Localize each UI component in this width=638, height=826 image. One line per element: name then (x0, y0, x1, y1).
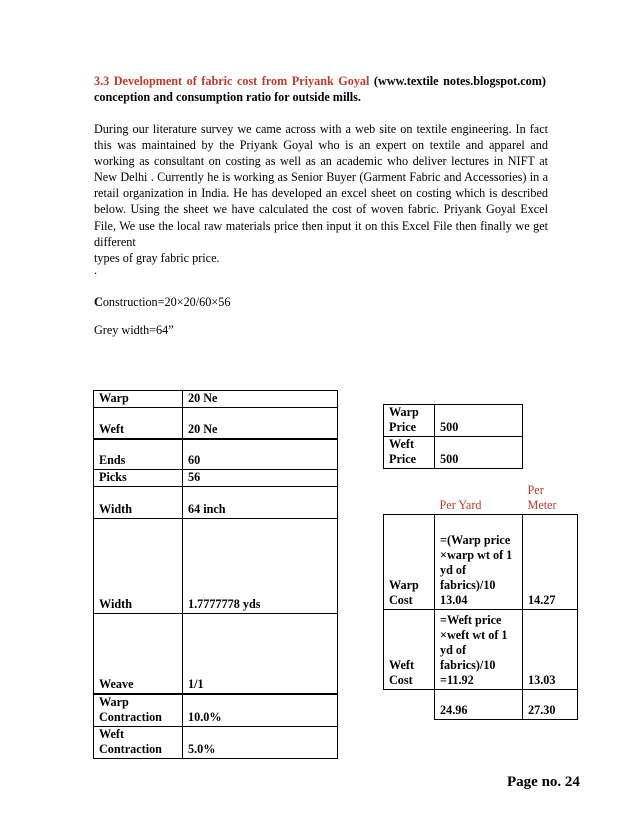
spec-value: 64 inch (183, 487, 338, 519)
spec-row-weft (94, 408, 338, 439)
price-table (383, 404, 523, 469)
spec-row-ends (94, 439, 338, 470)
cost-formula: =(Warp price ×warp wt of 1 yd of fabrics)/10 13.04 (435, 514, 523, 609)
construction-initial: C (94, 295, 103, 309)
price-label: Warp Price (384, 405, 435, 437)
section-heading (94, 73, 546, 105)
spec-value: 1.7777778 yds (183, 519, 338, 614)
price-label: Weft Price (384, 437, 435, 469)
cost-row-weft (384, 609, 578, 689)
cost-row-warp (384, 514, 578, 609)
per-yard-header: Per Yard (439, 497, 482, 512)
spec-row-weft-contraction (94, 726, 338, 758)
stray-dot: . (94, 263, 98, 277)
cost-total-row (384, 689, 578, 719)
price-row-warp (384, 405, 523, 437)
spec-row-picks (94, 470, 338, 487)
total-per-yard: 24.96 (435, 689, 523, 719)
spec-row-width-inch (94, 487, 338, 519)
price-value: 500 (435, 405, 523, 437)
construction-line (94, 295, 230, 310)
spec-row-weave (94, 614, 338, 694)
spec-value: 60 (183, 439, 338, 470)
price-row-weft (384, 437, 523, 469)
spec-label: Weft (94, 408, 183, 439)
cost-formula: =Weft price ×weft wt of 1 yd of fabrics)/10 =11.92 (435, 609, 523, 689)
spec-label: Ends (94, 439, 183, 470)
spec-value: 5.0% (183, 726, 338, 758)
price-value: 500 (435, 437, 523, 469)
body-paragraph-last-line: types of gray fabric price. (94, 250, 220, 265)
spec-label: Warp Contraction (94, 694, 183, 727)
spec-value: 20 Ne (183, 391, 338, 408)
spec-row-warp (94, 391, 338, 408)
body-paragraph-text: During our literature survey we came across with a web site on textile engineering. In fact this was maintained by the Priyank Goyal who is an expert on textile and apparel and working as consultant on costing as well as an academic who deliver lectures in NIFT at New Delhi . Currently he is working as Senior Buyer (Garment Fabric and Accessories) in a retail organization in India. He has developed an excel sheet on costing which is described below. Using the sheet we have calculated the cost of woven fabric. Priyank Goyal Excel File, We use the local raw materials price then input it on this Excel File then finally we get different (94, 122, 548, 249)
cost-per-meter: 13.03 (523, 609, 578, 689)
spec-label: Weft Contraction (94, 726, 183, 758)
spec-table (93, 390, 338, 759)
spec-label: Picks (94, 470, 183, 487)
construction-text: onstruction=20×20/60×56 (102, 295, 231, 309)
spec-label: Width (94, 487, 183, 519)
spec-row-width-yds (94, 519, 338, 614)
spec-row-warp-contraction (94, 694, 338, 727)
page-number: Page no. 24 (507, 774, 580, 790)
cost-table (383, 482, 578, 720)
cost-per-meter: 14.27 (523, 514, 578, 609)
grey-width-line: Grey width=64” (94, 323, 174, 337)
section-heading-lead: 3.3 Development of fabric cost from Priyank Goyal (94, 74, 370, 88)
spec-value: 56 (183, 470, 338, 487)
cost-header-row (384, 482, 578, 514)
spec-label: Width (94, 519, 183, 614)
spec-value: 20 Ne (183, 408, 338, 439)
body-paragraph (94, 121, 548, 266)
cost-label: Weft Cost (384, 609, 435, 689)
section-heading-rest: (www.textile notes.blogspot.com) conception and consumption ratio for outside mills. (94, 74, 546, 104)
per-meter-header: Per Meter (527, 482, 557, 512)
spec-value: 10.0% (183, 694, 338, 727)
spec-label: Weave (94, 614, 183, 694)
total-per-meter: 27.30 (523, 689, 578, 719)
spec-label: Warp (94, 391, 183, 408)
cost-label: Warp Cost (384, 514, 435, 609)
spec-value: 1/1 (183, 614, 338, 694)
